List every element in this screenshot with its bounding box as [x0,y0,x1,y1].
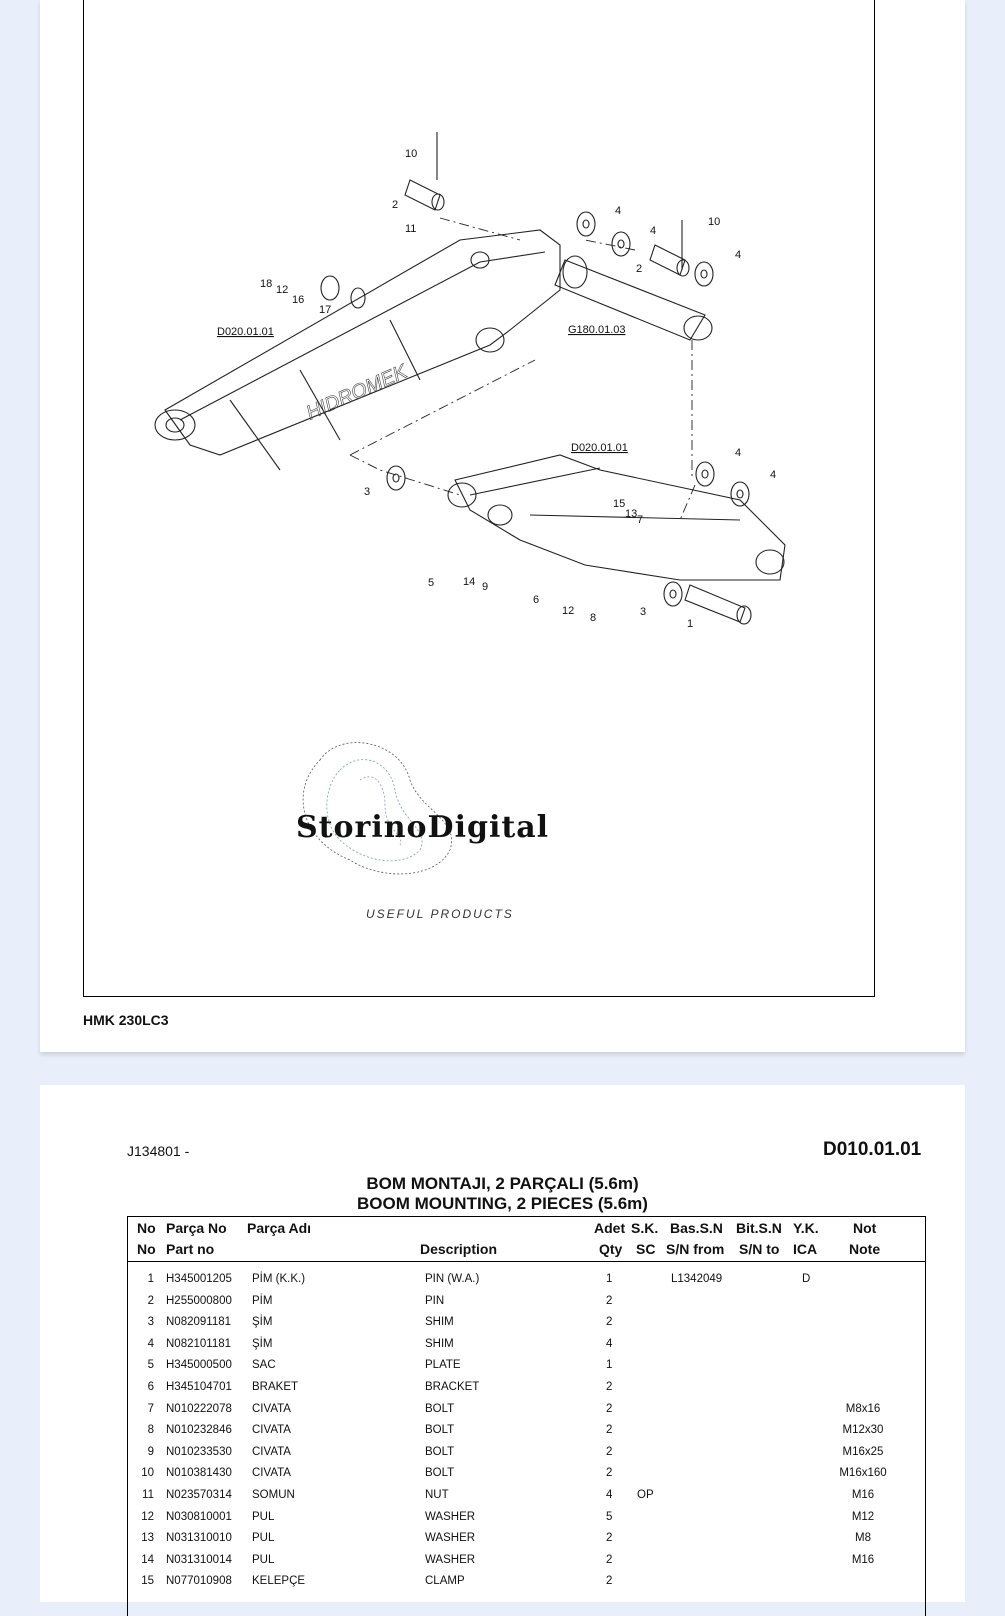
parts-list-page [40,1085,965,1602]
cell-part: H345001205 [166,1273,232,1285]
cell-part: N010233530 [166,1445,232,1458]
drawing-page [40,0,965,1052]
callout: 16 [292,294,305,306]
cell-name: KELEPÇE [252,1575,306,1588]
table-row [128,1355,925,1377]
cell-no: 3 [147,1316,154,1329]
assembly-ref: D020.01.01 [217,326,274,338]
document-code: J134801 - [127,1143,190,1159]
cell-desc: CLAMP [425,1575,465,1588]
callout: 1 [687,618,694,630]
cell-qty: 2 [606,1381,613,1393]
header-sc-en: SC [636,1241,656,1257]
cell-note: M16 [851,1553,875,1566]
cell-qty: 4 [606,1337,613,1350]
cell-part: N010232846 [166,1424,232,1437]
cell-desc: WASHER [425,1532,476,1545]
cell-desc: SHIM [425,1337,454,1350]
header-ica: Y.K. [793,1220,819,1236]
table-row [128,1550,925,1572]
table-row [128,1507,925,1529]
cell-part: N077010908 [166,1575,232,1588]
callout: 13 [625,508,638,520]
table-row [128,1442,925,1464]
cell-qty: 2 [606,1445,613,1458]
table-row [128,1420,925,1442]
cell-no: 14 [141,1553,154,1566]
cell-ica: D [802,1273,811,1285]
page-title-en: BOOM MOUNTING, 2 PIECES (5.6m) [357,1194,648,1213]
boom-brand-text: HIDROMEK [303,360,411,425]
cell-part: H345000500 [166,1359,232,1372]
callout: 4 [735,447,742,459]
callout: 3 [640,606,647,618]
cell-qty: 2 [606,1294,613,1307]
page-title-tr: BOM MONTAJI, 2 PARÇALI (5.6m) [366,1174,639,1193]
cell-desc: SHIM [425,1316,454,1329]
callout: 12 [562,605,575,617]
cell-name: PUL [252,1510,275,1523]
header-part-en: Part no [166,1241,215,1257]
callout: 4 [770,469,777,481]
cell-qty: 5 [606,1510,613,1523]
callout: 2 [636,263,643,275]
cell-qty: 2 [606,1553,613,1566]
callout: 2 [392,199,399,211]
cell-part: H345104701 [166,1381,232,1393]
logo-name: StorinoDigital [296,810,550,845]
callout: 3 [364,486,371,498]
callout: 11 [405,223,417,235]
cell-desc: NUT [425,1489,449,1501]
cell-desc: PLATE [425,1359,461,1372]
cell-no: 5 [147,1359,154,1372]
cell-name: CIVATA [252,1424,291,1437]
table-row [128,1334,925,1356]
cell-name: SOMUN [252,1489,295,1501]
cell-qty: 1 [606,1273,613,1285]
logo-graphic [303,743,451,874]
cell-name: CIVATA [252,1467,291,1480]
cell-name: PİM [252,1294,273,1307]
callout: 12 [276,284,289,296]
cell-qty: 4 [606,1489,613,1501]
header-part: Parça No [166,1220,227,1236]
callout: 10 [405,148,418,160]
cell-note: M8 [855,1532,871,1545]
cell-part: N030810001 [166,1510,232,1523]
cell-from: L1342049 [671,1273,723,1285]
header-to: Bit.S.N [736,1220,782,1236]
cell-note: M16 [851,1489,875,1501]
table-row [128,1269,925,1291]
cell-note: M8x16 [845,1402,881,1415]
section-code: D010.01.01 [823,1139,922,1160]
assembly-ref: G180.01.03 [568,324,626,336]
cell-desc: BOLT [425,1467,455,1480]
cell-desc: WASHER [425,1510,476,1523]
header-no-en: No [137,1241,156,1257]
header-qty-en: Qty [599,1241,623,1257]
callout: 7 [637,514,644,526]
callout: 9 [482,581,489,593]
cell-name: PİM (K.K.) [252,1273,306,1285]
callout: 15 [613,498,626,510]
header-to-en: S/N to [739,1241,780,1257]
cell-name: CIVATA [252,1402,291,1415]
cell-no: 11 [142,1489,154,1501]
callout: 14 [463,576,476,588]
cell-no: 1 [147,1273,154,1285]
cell-qty: 1 [606,1359,613,1372]
table-row [128,1312,925,1334]
assembly-ref: D020.01.01 [571,442,628,454]
cell-no: 6 [147,1381,154,1393]
callout: 17 [319,304,332,316]
header-note-en: Note [849,1241,881,1257]
cell-name: CIVATA [252,1445,291,1458]
cell-part: N031310014 [166,1553,232,1566]
model-label: HMK 230LC3 [83,1012,169,1028]
table-row [128,1291,925,1313]
cell-note: M16x25 [842,1445,884,1458]
cell-part: N010381430 [166,1467,232,1480]
cell-no: 10 [141,1467,154,1480]
cell-qty: 2 [606,1467,613,1480]
upper-boom [165,230,560,455]
table-row [128,1571,925,1593]
callout: 4 [735,249,742,261]
cell-part: N010222078 [166,1402,232,1415]
cell-part: N082091181 [166,1316,232,1329]
exploded-view-drawing [40,0,965,1000]
cell-name: ŞİM [252,1337,273,1350]
header-no: No [137,1220,156,1236]
parts-table [127,1216,926,1616]
cell-no: 12 [141,1510,154,1523]
table-row [128,1485,925,1507]
cell-no: 9 [147,1445,154,1458]
logo-tagline: USEFUL PRODUCTS [366,907,514,921]
table-row [128,1399,925,1421]
cell-part: N023570314 [166,1489,232,1501]
header-ica-en: ICA [793,1241,818,1257]
callout: 18 [260,278,273,290]
table-row [128,1463,925,1485]
header-from: Bas.S.N [670,1220,723,1236]
header-sc: S.K. [631,1220,659,1236]
table-row [128,1528,925,1550]
header-name: Parça Adı [247,1220,312,1236]
callout: 10 [708,216,721,228]
cell-note: M12 [851,1510,875,1523]
cell-desc: BOLT [425,1424,455,1437]
callout: 8 [590,612,597,624]
cell-no: 4 [147,1337,154,1350]
cell-no: 15 [141,1575,154,1588]
table-row [128,1377,925,1399]
cell-name: PUL [252,1532,275,1545]
cell-desc: BRACKET [425,1381,480,1393]
cell-qty: 2 [606,1575,613,1588]
cell-desc: PIN (W.A.) [425,1273,480,1285]
cell-no: 13 [141,1532,154,1545]
cell-qty: 2 [606,1532,613,1545]
cell-desc: BOLT [425,1445,455,1458]
cell-note: M16x160 [839,1467,887,1480]
callout: 6 [533,594,540,606]
cell-name: SAC [252,1359,276,1372]
cell-name: BRAKET [252,1381,299,1393]
header-note: Not [853,1220,877,1236]
header-desc: Description [420,1241,498,1257]
cell-no: 2 [147,1294,154,1307]
cell-sc: OP [637,1489,654,1501]
table-header [128,1217,925,1262]
cell-name: ŞİM [252,1316,273,1329]
header-qty: Adet [594,1220,626,1236]
callout: 4 [615,205,622,217]
cell-part: N082101181 [166,1337,232,1350]
cell-part: N031310010 [166,1532,232,1545]
cell-qty: 2 [606,1424,613,1437]
cell-desc: BOLT [425,1402,455,1415]
cell-name: PUL [252,1553,275,1566]
cell-no: 7 [147,1402,154,1415]
cell-desc: WASHER [425,1553,476,1566]
cell-desc: PIN [425,1294,445,1307]
cell-part: H255000800 [166,1294,232,1307]
cell-note: M12x30 [842,1424,884,1437]
header-from-en: S/N from [666,1241,725,1257]
callout: 5 [428,577,435,589]
cell-qty: 2 [606,1316,613,1329]
cell-no: 8 [147,1424,154,1437]
callout: 4 [650,225,657,237]
cell-qty: 2 [606,1402,613,1415]
